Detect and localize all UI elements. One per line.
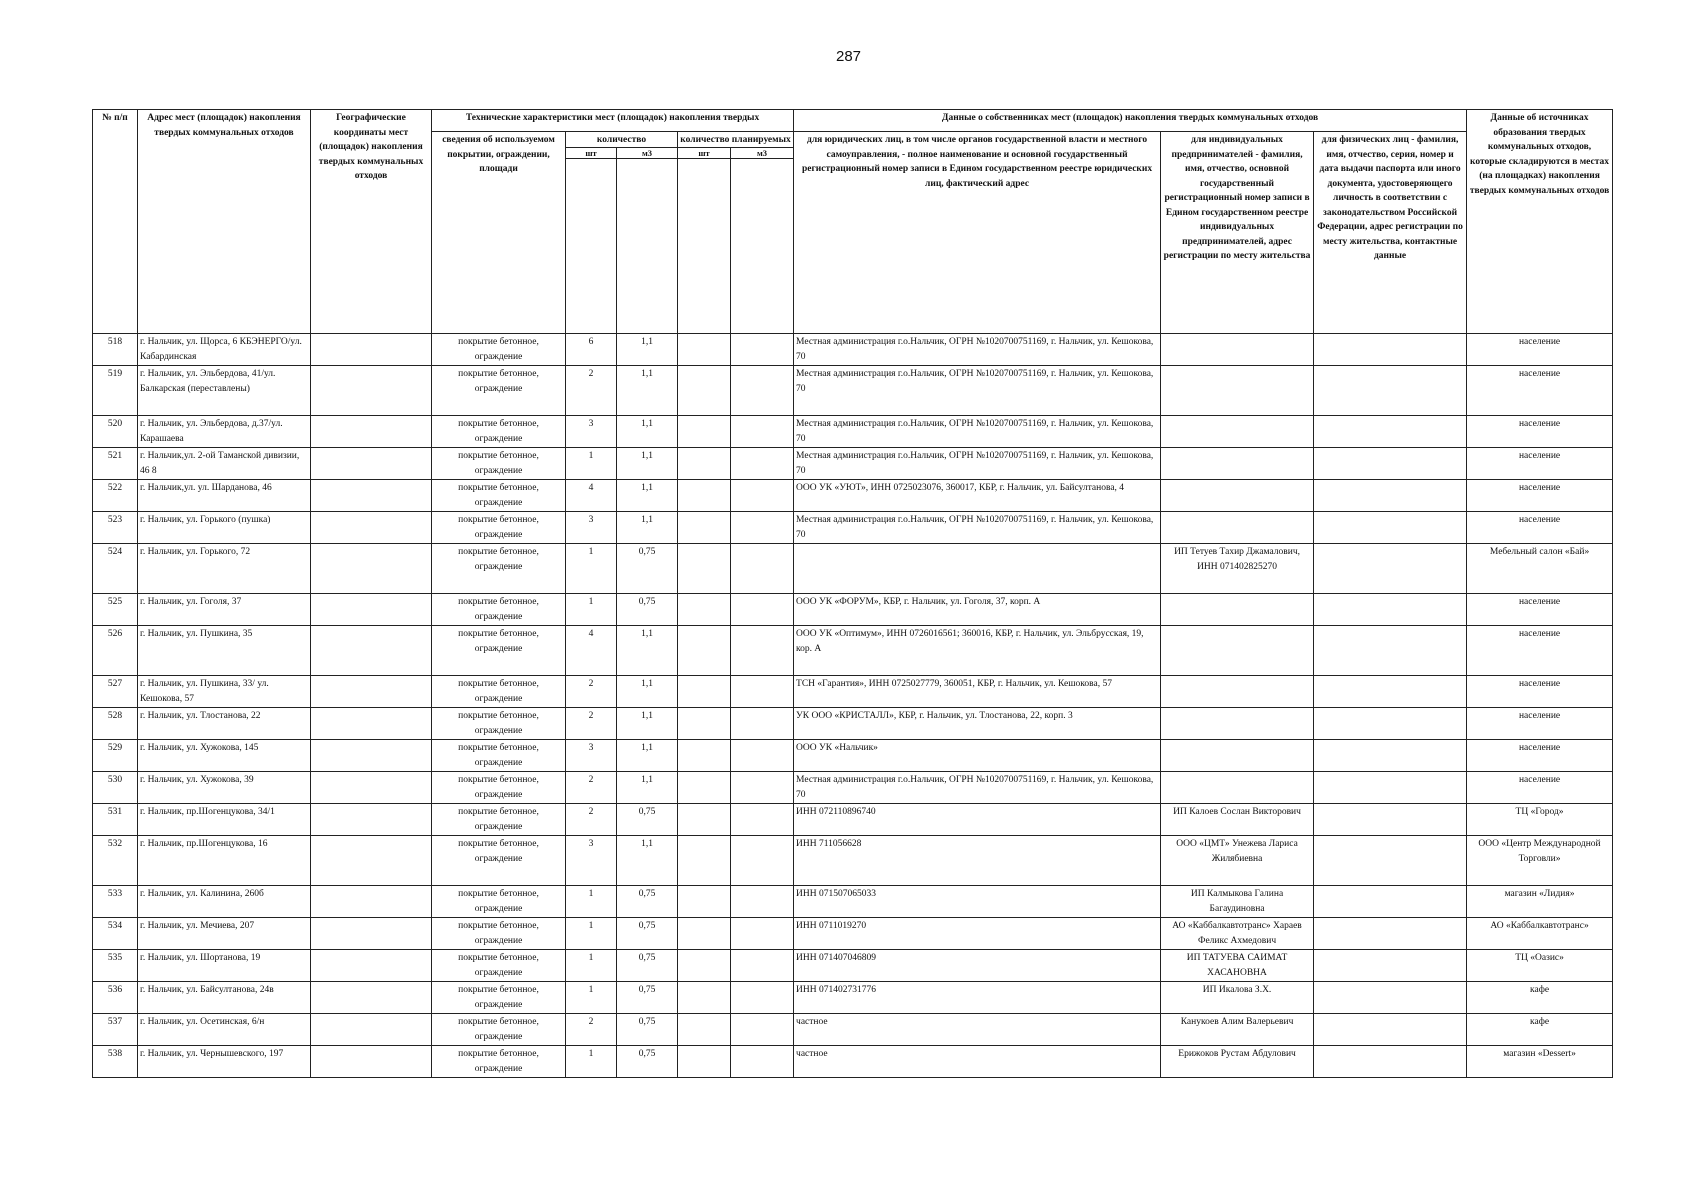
entrepreneur-cell: Ерижоков Рустам Абдулович [1161, 1046, 1314, 1078]
entrepreneur-cell [1161, 416, 1314, 448]
coverage-cell: покрытие бетонное, ограждение [432, 886, 566, 918]
planned-m3-cell [731, 918, 794, 950]
header-sources: Данные об источниках образования твердых коммунальных отходов, которые складируются в местах (на площадках) накопления твердых коммунальных отходов [1467, 110, 1613, 334]
individual-cell [1314, 950, 1467, 982]
planned-pcs-cell [678, 1014, 731, 1046]
address-cell: г. Нальчик, ул. Эльбердова, д.37/ул. Карашаева [138, 416, 311, 448]
entrepreneur-cell [1161, 594, 1314, 626]
waste-source-cell: население [1467, 772, 1613, 804]
individual-cell [1314, 594, 1467, 626]
volume-m3-cell: 1,1 [617, 448, 678, 480]
address-cell: г. Нальчик, ул. Горького, 72 [138, 544, 311, 594]
volume-m3-cell: 0,75 [617, 804, 678, 836]
legal-entity-cell: ООО УК «УЮТ», ИНН 0725023076, 360017, КБР, г. Нальчик, ул. Байсултанова, 4 [794, 480, 1161, 512]
coverage-cell: покрытие бетонное, ограждение [432, 512, 566, 544]
address-cell: г. Нальчик, пр.Шогенцукова, 16 [138, 836, 311, 886]
coords-cell [311, 448, 432, 480]
table-row [93, 676, 1613, 708]
waste-source-cell: население [1467, 480, 1613, 512]
table-row [93, 544, 1613, 594]
waste-source-cell: магазин «Лидия» [1467, 886, 1613, 918]
planned-pcs-cell [678, 772, 731, 804]
coords-cell [311, 836, 432, 886]
volume-m3-cell: 1,1 [617, 366, 678, 416]
legal-entity-cell: ИНН 711056628 [794, 836, 1161, 886]
count-pcs-cell: 1 [566, 886, 617, 918]
row-number: 530 [93, 772, 138, 804]
planned-pcs-cell [678, 416, 731, 448]
row-number: 534 [93, 918, 138, 950]
legal-entity-cell: ООО УК «Оптимум», ИНН 0726016561; 360016, КБР, г. Нальчик, ул. Эльбрусская, 19, кор. А [794, 626, 1161, 676]
table-row [93, 918, 1613, 950]
waste-source-cell: население [1467, 512, 1613, 544]
planned-pcs-cell [678, 708, 731, 740]
count-pcs-cell: 4 [566, 626, 617, 676]
individual-cell [1314, 448, 1467, 480]
page-number: 287 [835, 48, 862, 65]
volume-m3-cell: 1,1 [617, 416, 678, 448]
address-cell: г. Нальчик, ул. Пушкина, 35 [138, 626, 311, 676]
row-number: 520 [93, 416, 138, 448]
waste-source-cell: население [1467, 708, 1613, 740]
individual-cell [1314, 982, 1467, 1014]
legal-entity-cell: ТСН «Гарантия», ИНН 0725027779, 360051, КБР, г. Нальчик, ул. Кешокова, 57 [794, 676, 1161, 708]
entrepreneur-cell: ИП Тетуев Тахир Джамалович, ИНН 071402825270 [1161, 544, 1314, 594]
coverage-cell: покрытие бетонное, ограждение [432, 836, 566, 886]
count-pcs-cell: 3 [566, 740, 617, 772]
coverage-cell: покрытие бетонное, ограждение [432, 804, 566, 836]
entrepreneur-cell: ООО «ЦМТ» Унежева Лариса Жилябиевна [1161, 836, 1314, 886]
coords-cell [311, 512, 432, 544]
count-pcs-cell: 6 [566, 334, 617, 366]
planned-m3-cell [731, 708, 794, 740]
planned-m3-cell [731, 1014, 794, 1046]
legal-entity-cell: ИНН 0711019270 [794, 918, 1161, 950]
volume-m3-cell: 1,1 [617, 334, 678, 366]
table-row [93, 448, 1613, 480]
waste-source-cell: население [1467, 740, 1613, 772]
entrepreneur-cell [1161, 366, 1314, 416]
count-pcs-cell: 1 [566, 982, 617, 1014]
coverage-cell: покрытие бетонное, ограждение [432, 740, 566, 772]
coverage-cell: покрытие бетонное, ограждение [432, 448, 566, 480]
header-num: № п/п [93, 110, 138, 334]
address-cell: г. Нальчик, ул. Эльбердова, 41/ул. Балкарская (переставлены) [138, 366, 311, 416]
planned-m3-cell [731, 366, 794, 416]
header-legal: для юридических лиц, в том числе органов государственной власти и местного самоуправления, - полное наименование и основной государственный регистрационный номер записи в Едином государственном реестре юридических лиц, фактический адрес [794, 132, 1161, 334]
header-blank [566, 159, 617, 334]
legal-entity-cell: Местная администрация г.о.Нальчик, ОГРН №1020700751169, г. Нальчик, ул. Кешокова, 70 [794, 416, 1161, 448]
volume-m3-cell: 0,75 [617, 1046, 678, 1078]
individual-cell [1314, 544, 1467, 594]
row-number: 522 [93, 480, 138, 512]
coverage-cell: покрытие бетонное, ограждение [432, 480, 566, 512]
row-number: 519 [93, 366, 138, 416]
individual-cell [1314, 708, 1467, 740]
table-row [93, 982, 1613, 1014]
planned-pcs-cell [678, 804, 731, 836]
address-cell: г. Нальчик, пр.Шогенцукова, 34/1 [138, 804, 311, 836]
address-cell: г. Нальчик, ул. Пушкина, 33/ ул. Кешокова, 57 [138, 676, 311, 708]
coords-cell [311, 416, 432, 448]
entrepreneur-cell [1161, 740, 1314, 772]
address-cell: г. Нальчик, ул. Хужокова, 145 [138, 740, 311, 772]
address-cell: г. Нальчик, ул. Гоголя, 37 [138, 594, 311, 626]
planned-pcs-cell [678, 982, 731, 1014]
table-row [93, 1046, 1613, 1078]
coords-cell [311, 950, 432, 982]
count-pcs-cell: 2 [566, 366, 617, 416]
row-number: 526 [93, 626, 138, 676]
waste-source-cell: ТЦ «Город» [1467, 804, 1613, 836]
table-row [93, 512, 1613, 544]
planned-pcs-cell [678, 366, 731, 416]
count-pcs-cell: 1 [566, 594, 617, 626]
header-entrepreneurs: для индивидуальных предпринимателей - фамилия, имя, отчество, основной государственный регистрационный номер записи в Едином государственном реестре индивидуальных предпринимателей, адрес регистрации по месту жительства [1161, 132, 1314, 334]
individual-cell [1314, 1014, 1467, 1046]
volume-m3-cell: 0,75 [617, 1014, 678, 1046]
header-owners-group: Данные о собственниках мест (площадок) накопления твердых коммунальных отходов [794, 110, 1467, 132]
planned-m3-cell [731, 804, 794, 836]
address-cell: г. Нальчик, ул. Горького (пушка) [138, 512, 311, 544]
entrepreneur-cell [1161, 512, 1314, 544]
coords-cell [311, 740, 432, 772]
row-number: 532 [93, 836, 138, 886]
table-row [93, 886, 1613, 918]
count-pcs-cell: 1 [566, 1046, 617, 1078]
planned-pcs-cell [678, 480, 731, 512]
header-unit-pcs: шт [678, 148, 731, 159]
coords-cell [311, 772, 432, 804]
entrepreneur-cell: Канукоев Алим Валерьевич [1161, 1014, 1314, 1046]
volume-m3-cell: 0,75 [617, 594, 678, 626]
legal-entity-cell: ИНН 071507065033 [794, 886, 1161, 918]
individual-cell [1314, 512, 1467, 544]
volume-m3-cell: 1,1 [617, 512, 678, 544]
coverage-cell: покрытие бетонное, ограждение [432, 594, 566, 626]
coords-cell [311, 480, 432, 512]
planned-m3-cell [731, 448, 794, 480]
row-number: 531 [93, 804, 138, 836]
entrepreneur-cell: ИП Калмыкова Галина Багаудиновна [1161, 886, 1314, 918]
count-pcs-cell: 3 [566, 416, 617, 448]
coverage-cell: покрытие бетонное, ограждение [432, 1046, 566, 1078]
legal-entity-cell: частное [794, 1014, 1161, 1046]
waste-source-cell: ООО «Центр Международной Торговли» [1467, 836, 1613, 886]
header-blank [731, 159, 794, 334]
planned-pcs-cell [678, 544, 731, 594]
coverage-cell: покрытие бетонное, ограждение [432, 366, 566, 416]
coords-cell [311, 982, 432, 1014]
row-number: 524 [93, 544, 138, 594]
coverage-cell: покрытие бетонное, ограждение [432, 676, 566, 708]
address-cell: г. Нальчик, ул. Тлостанова, 22 [138, 708, 311, 740]
table-row [93, 772, 1613, 804]
count-pcs-cell: 2 [566, 1014, 617, 1046]
legal-entity-cell: УК ООО «КРИСТАЛЛ», КБР, г. Нальчик, ул. Тлостанова, 22, корп. 3 [794, 708, 1161, 740]
entrepreneur-cell [1161, 676, 1314, 708]
legal-entity-cell: Местная администрация г.о.Нальчик, ОГРН №1020700751169, г. Нальчик, ул. Кешокова, 70 [794, 448, 1161, 480]
count-pcs-cell: 2 [566, 708, 617, 740]
planned-m3-cell [731, 544, 794, 594]
legal-entity-cell: Местная администрация г.о.Нальчик, ОГРН №1020700751169, г. Нальчик, ул. Кешокова, 70 [794, 334, 1161, 366]
individual-cell [1314, 1046, 1467, 1078]
coords-cell [311, 1014, 432, 1046]
address-cell: г. Нальчик, ул. Мечиева, 207 [138, 918, 311, 950]
legal-entity-cell: ООО УК «ФОРУМ», КБР, г. Нальчик, ул. Гоголя, 37, корп. А [794, 594, 1161, 626]
waste-source-cell: население [1467, 626, 1613, 676]
waste-source-cell: кафе [1467, 982, 1613, 1014]
coverage-cell: покрытие бетонное, ограждение [432, 772, 566, 804]
table-row [93, 1014, 1613, 1046]
volume-m3-cell: 1,1 [617, 740, 678, 772]
waste-source-cell: кафе [1467, 1014, 1613, 1046]
count-pcs-cell: 1 [566, 950, 617, 982]
coverage-cell: покрытие бетонное, ограждение [432, 544, 566, 594]
volume-m3-cell: 1,1 [617, 480, 678, 512]
coords-cell [311, 804, 432, 836]
header-unit-pcs: шт [566, 148, 617, 159]
header-qty-placed: количество [566, 132, 678, 148]
entrepreneur-cell [1161, 772, 1314, 804]
waste-source-cell: население [1467, 416, 1613, 448]
volume-m3-cell: 0,75 [617, 918, 678, 950]
coords-cell [311, 886, 432, 918]
entrepreneur-cell: ИП Икалова З.Х. [1161, 982, 1314, 1014]
planned-m3-cell [731, 1046, 794, 1078]
planned-m3-cell [731, 512, 794, 544]
row-number: 518 [93, 334, 138, 366]
planned-m3-cell [731, 772, 794, 804]
planned-pcs-cell [678, 676, 731, 708]
coverage-cell: покрытие бетонное, ограждение [432, 982, 566, 1014]
planned-pcs-cell [678, 594, 731, 626]
legal-entity-cell: Местная администрация г.о.Нальчик, ОГРН №1020700751169, г. Нальчик, ул. Кешокова, 70 [794, 772, 1161, 804]
row-number: 521 [93, 448, 138, 480]
individual-cell [1314, 676, 1467, 708]
count-pcs-cell: 1 [566, 448, 617, 480]
table-row [93, 804, 1613, 836]
table-row [93, 836, 1613, 886]
legal-entity-cell: ИНН 072110896740 [794, 804, 1161, 836]
volume-m3-cell: 0,75 [617, 982, 678, 1014]
legal-entity-cell: ИНН 071407046809 [794, 950, 1161, 982]
address-cell: г. Нальчик, ул. Шортанова, 19 [138, 950, 311, 982]
legal-entity-cell: ООО УК «Нальчик» [794, 740, 1161, 772]
entrepreneur-cell: АО «Каббалкавтотранс» Хараев Феликс Ахмедович [1161, 918, 1314, 950]
row-number: 529 [93, 740, 138, 772]
legal-entity-cell: Местная администрация г.о.Нальчик, ОГРН №1020700751169, г. Нальчик, ул. Кешокова, 70 [794, 366, 1161, 416]
individual-cell [1314, 416, 1467, 448]
entrepreneur-cell: ИП Калоев Сослан Викторович [1161, 804, 1314, 836]
count-pcs-cell: 2 [566, 772, 617, 804]
planned-m3-cell [731, 836, 794, 886]
header-coords: Географические координаты мест (площадок) накопления твердых коммунальных отходов [311, 110, 432, 334]
individual-cell [1314, 804, 1467, 836]
waste-source-cell: Мебельный салон «Бай» [1467, 544, 1613, 594]
coords-cell [311, 626, 432, 676]
waste-source-cell: население [1467, 334, 1613, 366]
address-cell: г. Нальчик,ул. 2-ой Таманской дивизии, 46 8 [138, 448, 311, 480]
legal-entity-cell: ИНН 071402731776 [794, 982, 1161, 1014]
count-pcs-cell: 3 [566, 512, 617, 544]
waste-source-cell: население [1467, 676, 1613, 708]
coverage-cell: покрытие бетонное, ограждение [432, 416, 566, 448]
planned-m3-cell [731, 334, 794, 366]
individual-cell [1314, 918, 1467, 950]
waste-source-cell: население [1467, 448, 1613, 480]
waste-source-cell: ТЦ «Оазис» [1467, 950, 1613, 982]
header-blank [678, 159, 731, 334]
address-cell: г. Нальчик, ул. Байсултанова, 24в [138, 982, 311, 1014]
address-cell: г. Нальчик, ул. Хужокова, 39 [138, 772, 311, 804]
individual-cell [1314, 480, 1467, 512]
row-number: 535 [93, 950, 138, 982]
entrepreneur-cell [1161, 708, 1314, 740]
address-cell: г. Нальчик,ул. ул. Шарданова, 46 [138, 480, 311, 512]
individual-cell [1314, 626, 1467, 676]
table-row [93, 626, 1613, 676]
row-number: 523 [93, 512, 138, 544]
planned-pcs-cell [678, 886, 731, 918]
planned-pcs-cell [678, 950, 731, 982]
coverage-cell: покрытие бетонное, ограждение [432, 1014, 566, 1046]
waste-sites-table [92, 109, 1613, 1078]
coords-cell [311, 708, 432, 740]
count-pcs-cell: 3 [566, 836, 617, 886]
planned-m3-cell [731, 480, 794, 512]
coverage-cell: покрытие бетонное, ограждение [432, 334, 566, 366]
planned-pcs-cell [678, 1046, 731, 1078]
coords-cell [311, 594, 432, 626]
table-row [93, 740, 1613, 772]
table-row [93, 416, 1613, 448]
entrepreneur-cell [1161, 626, 1314, 676]
coverage-cell: покрытие бетонное, ограждение [432, 626, 566, 676]
volume-m3-cell: 1,1 [617, 772, 678, 804]
planned-m3-cell [731, 886, 794, 918]
header-address: Адрес мест (площадок) накопления твердых коммунальных отходов [138, 110, 311, 334]
entrepreneur-cell: ИП ТАТУЕВА САИМАТ ХАСАНОВНА [1161, 950, 1314, 982]
planned-m3-cell [731, 676, 794, 708]
row-number: 527 [93, 676, 138, 708]
waste-source-cell: население [1467, 594, 1613, 626]
planned-pcs-cell [678, 448, 731, 480]
table-body [93, 334, 1613, 1078]
planned-pcs-cell [678, 918, 731, 950]
address-cell: г. Нальчик, ул. Щорса, 6 КБЭНЕРГО/ул. Кабардинская [138, 334, 311, 366]
table-row [93, 334, 1613, 366]
entrepreneur-cell [1161, 334, 1314, 366]
planned-m3-cell [731, 626, 794, 676]
legal-entity-cell: Местная администрация г.о.Нальчик, ОГРН №1020700751169, г. Нальчик, ул. Кешокова, 70 [794, 512, 1161, 544]
coverage-cell: покрытие бетонное, ограждение [432, 950, 566, 982]
table-row [93, 708, 1613, 740]
legal-entity-cell: частное [794, 1046, 1161, 1078]
coverage-cell: покрытие бетонное, ограждение [432, 708, 566, 740]
table-row [93, 594, 1613, 626]
header-tech-group: Технические характеристики мест (площадок) накопления твердых [432, 110, 794, 132]
volume-m3-cell: 0,75 [617, 950, 678, 982]
header-qty-planned: количество планируемых [678, 132, 794, 148]
planned-m3-cell [731, 416, 794, 448]
individual-cell [1314, 772, 1467, 804]
waste-source-cell: магазин «Dessert» [1467, 1046, 1613, 1078]
header-unit-m3: м3 [731, 148, 794, 159]
planned-m3-cell [731, 594, 794, 626]
planned-pcs-cell [678, 626, 731, 676]
volume-m3-cell: 1,1 [617, 708, 678, 740]
entrepreneur-cell [1161, 480, 1314, 512]
coords-cell [311, 918, 432, 950]
entrepreneur-cell [1161, 448, 1314, 480]
individual-cell [1314, 366, 1467, 416]
table-row [93, 480, 1613, 512]
planned-m3-cell [731, 950, 794, 982]
planned-pcs-cell [678, 836, 731, 886]
planned-m3-cell [731, 982, 794, 1014]
volume-m3-cell: 0,75 [617, 544, 678, 594]
volume-m3-cell: 0,75 [617, 886, 678, 918]
coords-cell [311, 544, 432, 594]
coords-cell [311, 334, 432, 366]
header-unit-m3: м3 [617, 148, 678, 159]
count-pcs-cell: 2 [566, 676, 617, 708]
coords-cell [311, 1046, 432, 1078]
individual-cell [1314, 886, 1467, 918]
legal-entity-cell [794, 544, 1161, 594]
address-cell: г. Нальчик, ул. Калинина, 260б [138, 886, 311, 918]
coords-cell [311, 676, 432, 708]
row-number: 525 [93, 594, 138, 626]
coverage-cell: покрытие бетонное, ограждение [432, 918, 566, 950]
row-number: 533 [93, 886, 138, 918]
table-header [93, 110, 1613, 334]
count-pcs-cell: 1 [566, 544, 617, 594]
waste-source-cell: АО «Каббалкавтотранс» [1467, 918, 1613, 950]
individual-cell [1314, 836, 1467, 886]
volume-m3-cell: 1,1 [617, 676, 678, 708]
header-coverage: сведения об используемом покрытии, ограждении, площади [432, 132, 566, 334]
row-number: 528 [93, 708, 138, 740]
individual-cell [1314, 740, 1467, 772]
volume-m3-cell: 1,1 [617, 836, 678, 886]
coords-cell [311, 366, 432, 416]
table-row [93, 950, 1613, 982]
table-row [93, 366, 1613, 416]
volume-m3-cell: 1,1 [617, 626, 678, 676]
row-number: 536 [93, 982, 138, 1014]
count-pcs-cell: 4 [566, 480, 617, 512]
individual-cell [1314, 334, 1467, 366]
planned-m3-cell [731, 740, 794, 772]
header-individuals: для физических лиц - фамилия, имя, отчество, серия, номер и дата выдачи паспорта или иного документа, удостоверяющего личность в соответствии с законодательством Российской Федерации, адрес регистрации по месту жительства, контактные данные [1314, 132, 1467, 334]
row-number: 537 [93, 1014, 138, 1046]
address-cell: г. Нальчик, ул. Осетинская, 6/н [138, 1014, 311, 1046]
count-pcs-cell: 1 [566, 918, 617, 950]
count-pcs-cell: 2 [566, 804, 617, 836]
address-cell: г. Нальчик, ул. Чернышевского, 197 [138, 1046, 311, 1078]
waste-source-cell: население [1467, 366, 1613, 416]
row-number: 538 [93, 1046, 138, 1078]
planned-pcs-cell [678, 334, 731, 366]
header-blank [617, 159, 678, 334]
planned-pcs-cell [678, 512, 731, 544]
planned-pcs-cell [678, 740, 731, 772]
